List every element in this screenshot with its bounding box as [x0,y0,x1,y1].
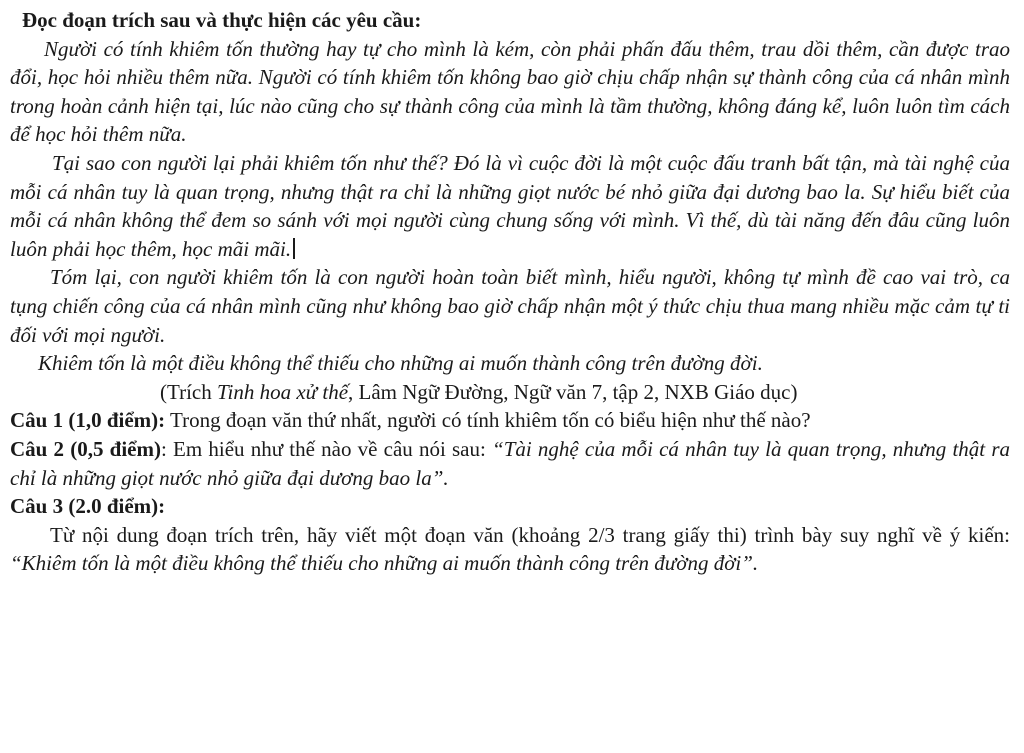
question-1-text: Trong đoạn văn thứ nhất, người có tính khiêm tốn có biểu hiện như thế nào? [165,408,811,433]
question-3-heading [10,492,1010,521]
question-2-text: : Em hiểu như thế nào về câu nói sau: [160,436,493,461]
text-cursor [293,238,295,259]
excerpt-paragraph-2-text: Tại sao con người lại phải khiêm tốn như thế? Đó là vì cuộc đời là một cuộc đấu tranh bất tận, mà tài nghệ của mỗi cá nhân tuy là quan trọng, nhưng thật ra chỉ là những giọt nước bé nhỏ giữa đại dương bao la. Sự hiểu biết của mỗi cá nhân không thể đem so sánh với mọi người cùng chung sống với mình. Vì thế, dù tài năng đến đâu cũng luôn luôn phải học thêm, học mãi mãi. [10,150,1010,261]
question-3-text: Từ nội dung đoạn trích trên, hãy viết một đoạn văn (khoảng 2/3 trang giấy thi) trình bày suy nghĩ về ý kiến: [50,522,1010,547]
question-3-body [10,521,1010,578]
citation [10,378,1010,407]
question-3-label: Câu 3 (2.0 điểm): [10,494,166,519]
excerpt [10,35,1010,378]
citation-prefix: (Trích [160,379,217,404]
instruction-heading: Đọc đoạn trích sau và thực hiện các yêu cầu: [22,8,422,32]
question-1-label: Câu 1 (1,0 điểm): [10,408,166,433]
question-1 [10,406,1010,435]
citation-suffix: , Lâm Ngữ Đường, Ngữ văn 7, tập 2, NXB Giáo dục) [348,379,798,404]
excerpt-paragraph-1: Người có tính khiêm tốn thường hay tự cho mình là kém, còn phải phấn đấu thêm, trau dồi thêm, cần được trao đổi, học hỏi nhiều thêm nữa. Người có tính khiêm tốn không bao giờ chịu chấp nhận sự thành công của cá nhân mình trong hoàn cảnh hiện tại, lúc nào cũng cho sự thành công của mình là tầm thường, không đáng kể, luôn luôn tìm cách để học hỏi thêm nữa. [10,36,1010,147]
question-2-quote: “Tài nghệ của mỗi cá nhân tuy là quan trọng, nhưng thật ra chỉ là những giọt nước nhỏ giữa đại dương bao la”. [10,436,1010,490]
question-2 [10,435,1010,492]
citation-work: Tinh hoa xử thế [216,379,349,404]
excerpt-paragraph-2 [10,149,1010,263]
excerpt-paragraph-3: Tóm lại, con người khiêm tốn là con người hoàn toàn biết mình, hiểu người, không tự mình đề cao vai trò, ca tụng chiến công của cá nhân mình cũng như không bao giờ chấp nhận một ý thức chịu thua mang nhiều mặc cảm tự ti đối với mọi người. [10,265,1010,347]
excerpt-paragraph-4: Khiêm tốn là một điều không thể thiếu cho những ai muốn thành công trên đường đời. [38,351,763,376]
question-3-quote: “Khiêm tốn là một điều không thể thiếu cho những ai muốn thành công trên đường đời”. [10,551,759,576]
question-2-label: Câu 2 (0,5 điểm) [10,436,161,461]
